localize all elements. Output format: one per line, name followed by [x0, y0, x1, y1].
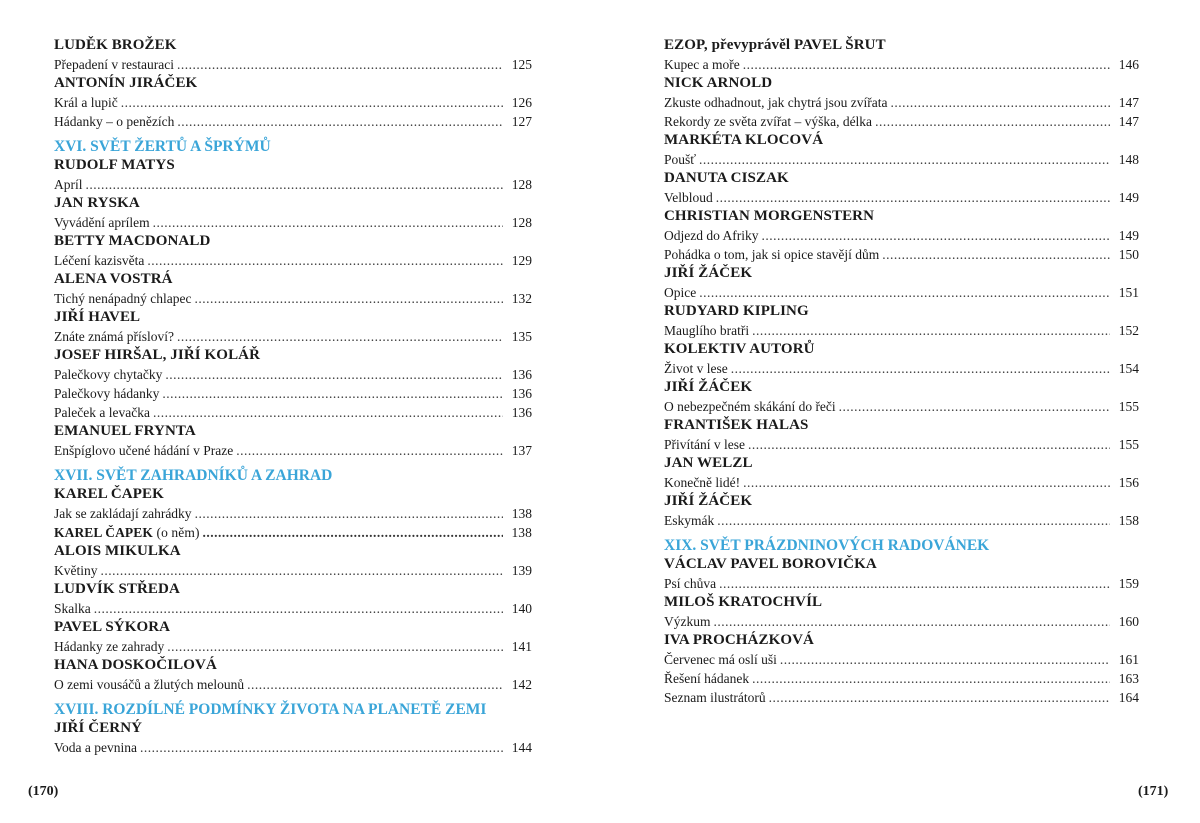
- page-number: 142: [511, 677, 532, 692]
- entry-title-text: Apríl: [54, 177, 83, 192]
- dot-leader: [752, 321, 1110, 340]
- page-number: 127: [511, 114, 532, 129]
- entry-title: [54, 289, 191, 308]
- dot-leader: [875, 112, 1110, 131]
- entry-title-text: Král a lupič: [54, 95, 118, 110]
- toc-entry: [664, 55, 1139, 74]
- entry-title-text: Rekordy ze světa zvířat – výška, délka: [664, 114, 873, 129]
- toc-entry: [54, 251, 532, 270]
- toc-entry: [664, 188, 1139, 207]
- dot-leader: [177, 55, 503, 74]
- entry-title: [54, 599, 91, 618]
- author-name: ANTONÍN JIRÁČEK: [54, 75, 198, 91]
- page-number: 150: [1118, 247, 1139, 262]
- toc-entry: [664, 112, 1139, 131]
- entry-title: [664, 226, 758, 245]
- toc-entry: [664, 669, 1139, 688]
- entry-title-text: Přivítání v lese: [664, 437, 745, 452]
- author-name: VÁCLAV PAVEL BOROVIČKA: [664, 556, 877, 572]
- entry-title-text: Jak se zakládají zahrádky: [54, 506, 192, 521]
- toc-entry: [664, 150, 1139, 169]
- dot-leader: [94, 599, 503, 618]
- toc-entry: [54, 675, 532, 694]
- author-name: KOLEKTIV AUTORŮ: [664, 341, 815, 357]
- entry-title: [54, 384, 159, 403]
- entry-title: [664, 650, 777, 669]
- page-number: 128: [511, 177, 532, 192]
- entry-title-text: Paleček a levačka: [54, 405, 150, 420]
- page-number: 152: [1118, 323, 1139, 338]
- page-number: 140: [511, 601, 532, 616]
- entry-title: [54, 738, 137, 757]
- entry-title: [664, 435, 745, 454]
- dot-leader: [203, 523, 503, 542]
- toc-entry: [54, 93, 532, 112]
- author-name: PAVEL SÝKORA: [54, 619, 171, 635]
- entry-title: [54, 327, 174, 346]
- author-name: BETTY MACDONALD: [54, 233, 211, 249]
- dot-leader: [769, 688, 1110, 707]
- entry-title: [54, 561, 98, 580]
- dot-leader: [86, 175, 504, 194]
- page-number: 146: [1118, 57, 1139, 72]
- page-number: 141: [511, 639, 532, 654]
- author-name: KAREL ČAPEK: [54, 486, 164, 502]
- dot-leader: [162, 384, 503, 403]
- page-number-right: (171): [1138, 784, 1169, 799]
- page-number: 132: [511, 291, 532, 306]
- page-number: 128: [511, 215, 532, 230]
- entry-title-text: Tichý nenápadný chlapec: [54, 291, 192, 306]
- page-number: 144: [511, 740, 532, 755]
- entry-title-text: Kupec a moře: [664, 57, 740, 72]
- toc-entry: [54, 523, 532, 542]
- entry-title-text: Odjezd do Afriky: [664, 228, 759, 243]
- entry-title: [54, 55, 174, 74]
- toc-entry: [54, 365, 532, 384]
- entry-title: [664, 688, 766, 707]
- dot-leader: [752, 669, 1110, 688]
- toc-entry: [664, 473, 1139, 492]
- dot-leader: [716, 188, 1110, 207]
- author-name: HANA DOSKOČILOVÁ: [54, 657, 217, 673]
- toc-entry: [664, 574, 1139, 593]
- toc-entry: [54, 403, 532, 422]
- dot-leader: [748, 435, 1110, 454]
- entry-title-text: Řešení hádanek: [664, 671, 750, 686]
- entry-title-text: Psí chůva: [664, 576, 717, 591]
- page-number: 136: [511, 367, 532, 382]
- dot-leader: [153, 213, 503, 232]
- page-number: 155: [1118, 399, 1139, 414]
- dot-leader: [167, 637, 503, 656]
- toc-entry: [54, 599, 532, 618]
- author-name: DANUTA CISZAK: [664, 170, 789, 186]
- dot-leader: [194, 289, 503, 308]
- page-number: 148: [1118, 152, 1139, 167]
- toc-entry: [664, 245, 1139, 264]
- toc-entry: [54, 327, 532, 346]
- entry-title: [54, 175, 83, 194]
- page-number-left: (170): [28, 784, 59, 799]
- toc-left-column: [54, 36, 532, 757]
- author-name: LUDĚK BROŽEK: [54, 37, 177, 53]
- entry-title: [664, 55, 740, 74]
- toc-entry: [54, 175, 532, 194]
- entry-title-text: Červenec má oslí uši: [664, 652, 777, 667]
- section-heading: XIX. SVĚT PRÁZDNINOVÝCH RADOVÁNEK: [664, 537, 990, 554]
- toc-entry: [664, 650, 1139, 669]
- entry-title-text: Palečkovy hádanky: [54, 386, 160, 401]
- page-number: 155: [1118, 437, 1139, 452]
- entry-title-text: Květiny: [54, 563, 98, 578]
- dot-leader: [839, 397, 1110, 416]
- toc-entry: [664, 511, 1139, 530]
- toc-entry: [664, 397, 1139, 416]
- author-name: JAN WELZL: [664, 455, 753, 471]
- entry-title: [664, 574, 716, 593]
- toc-right-column: [664, 36, 1139, 707]
- page-number: 125: [511, 57, 532, 72]
- page-number: 149: [1118, 228, 1139, 243]
- author-name: JIŘÍ ŽÁČEK: [664, 265, 753, 281]
- author-name: KAREL ČAPEK: [54, 525, 153, 540]
- entry-title: [54, 523, 200, 542]
- dot-leader: [140, 738, 503, 757]
- toc-entry: [664, 226, 1139, 245]
- toc-entry: [664, 612, 1139, 631]
- dot-leader: [743, 473, 1110, 492]
- dot-leader: [890, 93, 1110, 112]
- entry-title: [54, 441, 233, 460]
- dot-leader: [882, 245, 1110, 264]
- toc-entry: [54, 738, 532, 757]
- page-number: 160: [1118, 614, 1139, 629]
- page-number: 135: [511, 329, 532, 344]
- author-name: EMANUEL FRYNTA: [54, 423, 196, 439]
- entry-title-text: Léčení kazisvěta: [54, 253, 145, 268]
- dot-leader: [719, 574, 1110, 593]
- entry-title: [54, 251, 144, 270]
- entry-title: [54, 365, 162, 384]
- page-number: 138: [511, 506, 532, 521]
- dot-leader: [177, 327, 503, 346]
- entry-title-text: Hádanky ze zahrady: [54, 639, 165, 654]
- dot-leader: [236, 441, 503, 460]
- entry-title-text: Zkuste odhadnout, jak chytrá jsou zvířata: [664, 95, 888, 110]
- dot-leader: [717, 511, 1110, 530]
- dot-leader: [731, 359, 1110, 378]
- toc-entry: [664, 359, 1139, 378]
- entry-title: [54, 403, 150, 422]
- entry-title: [54, 637, 164, 656]
- author-name: JIŘÍ ČERNÝ: [54, 720, 143, 736]
- entry-title: [54, 93, 118, 112]
- entry-title: [664, 612, 711, 631]
- dot-leader: [165, 365, 503, 384]
- author-name: IVA PROCHÁZKOVÁ: [664, 632, 814, 648]
- author-name: JOSEF HIRŠAL, JIŘÍ KOLÁŘ: [54, 347, 261, 363]
- entry-title-text: Mauglího bratři: [664, 323, 750, 338]
- entry-title: [664, 359, 728, 378]
- entry-title-text: Konečně lidé!: [664, 475, 741, 490]
- entry-title-suffix: (o něm): [153, 525, 200, 540]
- author-name: MILOŠ KRATOCHVÍL: [664, 594, 823, 610]
- entry-title-text: Opice: [664, 285, 697, 300]
- entry-title-text: Enšpíglovo učené hádání v Praze: [54, 443, 234, 458]
- author-name: JAN RYSKA: [54, 195, 140, 211]
- dot-leader: [195, 504, 503, 523]
- section-heading: XVII. SVĚT ZAHRADNÍKŮ A ZAHRAD: [54, 467, 333, 484]
- dot-leader: [699, 283, 1110, 302]
- author-name: LUDVÍK STŘEDA: [54, 581, 180, 597]
- page-number: 126: [511, 95, 532, 110]
- toc-entry: [664, 321, 1139, 340]
- entry-title-text: Vyvádění aprílem: [54, 215, 150, 230]
- entry-title: [54, 112, 174, 131]
- author-name: RUDOLF MATYS: [54, 157, 175, 173]
- dot-leader: [153, 403, 503, 422]
- page-number: 159: [1118, 576, 1139, 591]
- dot-leader: [177, 112, 503, 131]
- dot-leader: [699, 150, 1110, 169]
- entry-title: [54, 213, 150, 232]
- entry-title-text: O zemi vousáčů a žlutých melounů: [54, 677, 245, 692]
- entry-title: [54, 504, 192, 523]
- page-number: 136: [511, 386, 532, 401]
- entry-title-text: Poušť: [664, 152, 697, 167]
- dot-leader: [121, 93, 503, 112]
- page-number: 149: [1118, 190, 1139, 205]
- author-name: JIŘÍ ŽÁČEK: [664, 493, 753, 509]
- page-number: 138: [511, 525, 532, 540]
- entry-title-text: Palečkovy chytačky: [54, 367, 163, 382]
- entry-title: [664, 188, 713, 207]
- author-name: JIŘÍ HAVEL: [54, 309, 141, 325]
- page-number: 147: [1118, 95, 1139, 110]
- page-number: 129: [511, 253, 532, 268]
- entry-title-text: Výzkum: [664, 614, 711, 629]
- entry-title: [664, 669, 749, 688]
- page-number: 151: [1118, 285, 1139, 300]
- entry-title-text: Skalka: [54, 601, 91, 616]
- dot-leader: [147, 251, 503, 270]
- entry-title-text: Přepadení v restauraci: [54, 57, 174, 72]
- page-number: 161: [1118, 652, 1139, 667]
- page-number: 147: [1118, 114, 1139, 129]
- entry-title-text: Seznam ilustrátorů: [664, 690, 766, 705]
- entry-title: [664, 93, 887, 112]
- author-name: JIŘÍ ŽÁČEK: [664, 379, 753, 395]
- section-heading: XVIII. ROZDÍLNÉ PODMÍNKY ŽIVOTA NA PLANETĚ ZEMI: [54, 701, 487, 718]
- toc-entry: [664, 283, 1139, 302]
- entry-title: [664, 283, 696, 302]
- entry-title: [664, 321, 749, 340]
- dot-leader: [761, 226, 1110, 245]
- toc-entry: [54, 55, 532, 74]
- entry-title-text: Pohádka o tom, jak si opice stavějí dům: [664, 247, 880, 262]
- page-number: 154: [1118, 361, 1139, 376]
- toc-entry: [664, 435, 1139, 454]
- entry-title: [664, 397, 836, 416]
- dot-leader: [247, 675, 503, 694]
- entry-title: [54, 675, 244, 694]
- entry-title-text: Eskymák: [664, 513, 715, 528]
- dot-leader: [780, 650, 1110, 669]
- toc-entry: [54, 504, 532, 523]
- dot-leader: [743, 55, 1110, 74]
- entry-title-text: Znáte známá přísloví?: [54, 329, 174, 344]
- page-number: 139: [511, 563, 532, 578]
- entry-title-text: Život v lese: [664, 361, 728, 376]
- author-name: ALENA VOSTRÁ: [54, 271, 173, 287]
- author-name: ALOIS MIKULKA: [54, 543, 181, 559]
- toc-entry: [664, 688, 1139, 707]
- dot-leader: [714, 612, 1111, 631]
- entry-title: [664, 245, 879, 264]
- section-heading: XVI. SVĚT ŽERTŮ A ŠPRÝMŮ: [54, 138, 271, 155]
- entry-title-text: O nebezpečném skákání do řeči: [664, 399, 836, 414]
- toc-entry: [54, 289, 532, 308]
- toc-entry: [54, 213, 532, 232]
- author-name: NICK ARNOLD: [664, 75, 773, 91]
- author-name: EZOP, převyprávěl PAVEL ŠRUT: [664, 37, 886, 53]
- entry-title-text: Velbloud: [664, 190, 713, 205]
- author-name: CHRISTIAN MORGENSTERN: [664, 208, 875, 224]
- toc-entry: [54, 384, 532, 403]
- entry-title: [664, 511, 714, 530]
- dot-leader: [101, 561, 504, 580]
- entry-title-text: Hádanky – o penězích: [54, 114, 175, 129]
- entry-title: [664, 112, 872, 131]
- toc-entry: [54, 637, 532, 656]
- author-name: FRANTIŠEK HALAS: [664, 417, 809, 433]
- page-number: 158: [1118, 513, 1139, 528]
- entry-title: [664, 150, 696, 169]
- page-number: 164: [1118, 690, 1139, 705]
- page-number: 137: [511, 443, 532, 458]
- toc-entry: [54, 561, 532, 580]
- toc-entry: [54, 441, 532, 460]
- page-number: 163: [1118, 671, 1139, 686]
- author-name: MARKÉTA KLOCOVÁ: [664, 132, 824, 148]
- toc-entry: [54, 112, 532, 131]
- page-number: 156: [1118, 475, 1139, 490]
- entry-title: [664, 473, 740, 492]
- author-name: RUDYARD KIPLING: [664, 303, 809, 319]
- page-number: 136: [511, 405, 532, 420]
- toc-entry: [664, 93, 1139, 112]
- entry-title-text: Voda a pevnina: [54, 740, 137, 755]
